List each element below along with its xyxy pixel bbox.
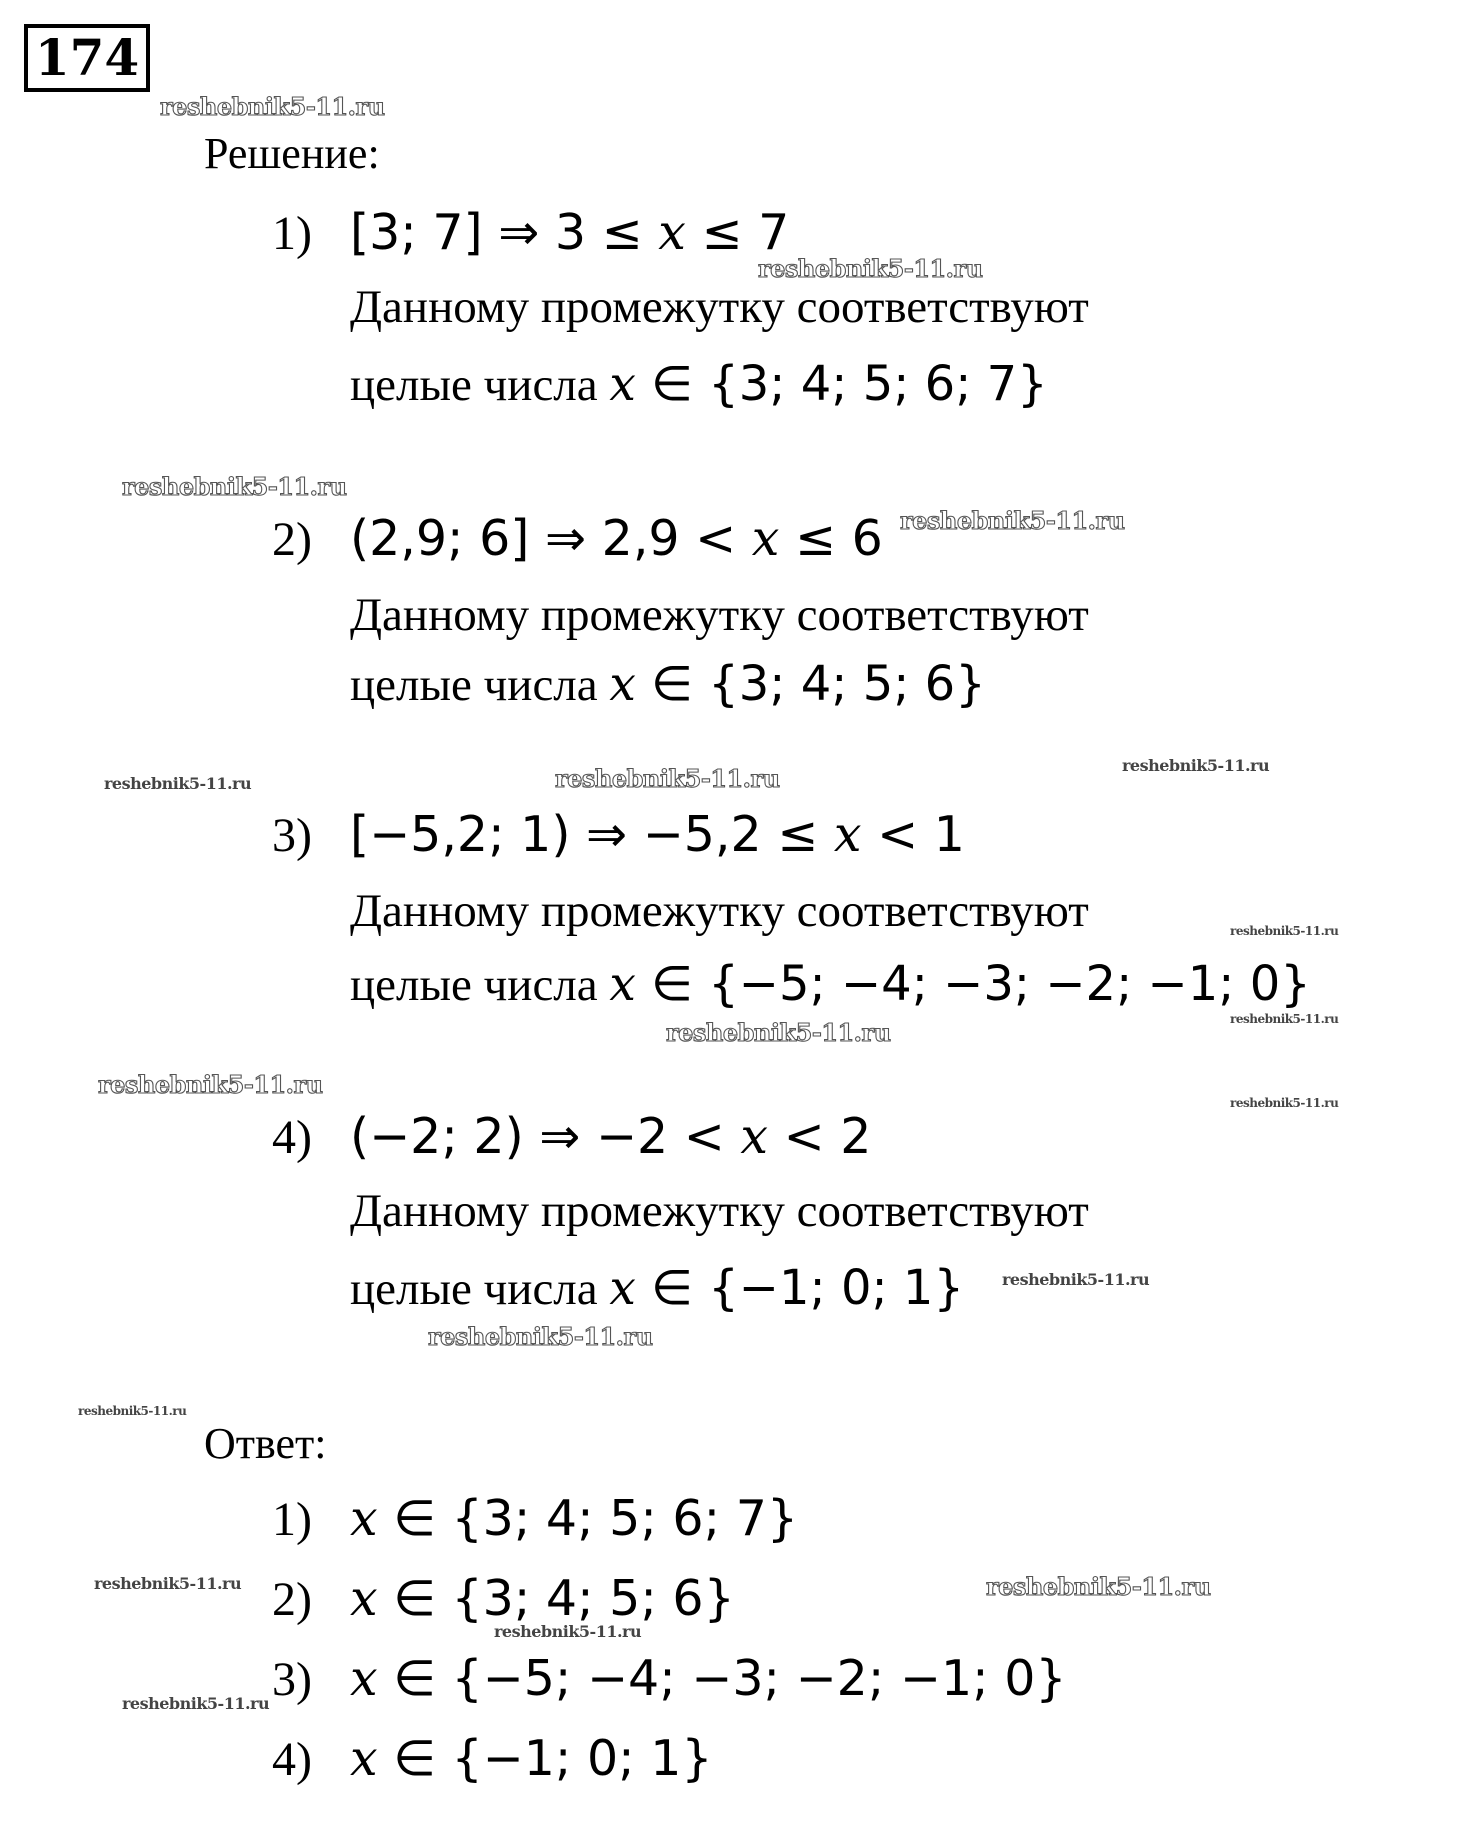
item-4-text: Данному промежутку соответствуют: [350, 1185, 1089, 1237]
watermark: reshebnik5-11.ru: [1002, 1270, 1150, 1289]
watermark: reshebnik5-11.ru: [428, 1322, 653, 1351]
item-1-text: Данному промежутку соответствуют: [350, 281, 1089, 333]
watermark: reshebnik5-11.ru: [160, 92, 385, 121]
item-1-number: 1): [272, 207, 312, 260]
answer-4-number: 4): [272, 1733, 312, 1786]
answer-3-number: 3): [272, 1653, 312, 1706]
answer-3: x ∈ {−5; −4; −3; −2; −1; 0}: [350, 1650, 1067, 1707]
watermark: reshebnik5-11.ru: [758, 254, 983, 283]
answer-1: x ∈ {3; 4; 5; 6; 7}: [350, 1490, 799, 1547]
watermark: reshebnik5-11.ru: [104, 774, 252, 793]
watermark: reshebnik5-11.ru: [1230, 1012, 1339, 1026]
watermark: reshebnik5-11.ru: [78, 1404, 187, 1418]
item-3-set: целые числа x ∈ {−5; −4; −3; −2; −1; 0}: [350, 956, 1311, 1012]
watermark: reshebnik5-11.ru: [900, 506, 1125, 535]
item-3-number: 3): [272, 809, 312, 862]
item-2-number: 2): [272, 513, 312, 566]
answer-1-number: 1): [272, 1493, 312, 1546]
task-number: 174: [24, 24, 150, 92]
item-1-set: целые числа x ∈ {3; 4; 5; 6; 7}: [350, 356, 1048, 412]
watermark: reshebnik5-11.ru: [98, 1070, 323, 1099]
answer-2-number: 2): [272, 1573, 312, 1626]
item-2-inequality: (2,9; 6] ⇒ 2,9 < x ≤ 6: [350, 510, 883, 567]
watermark: reshebnik5-11.ru: [122, 472, 347, 501]
solution-heading: Решение:: [204, 129, 380, 178]
watermark: reshebnik5-11.ru: [494, 1622, 642, 1641]
watermark: reshebnik5-11.ru: [986, 1572, 1211, 1601]
watermark: reshebnik5-11.ru: [1122, 756, 1270, 775]
watermark: reshebnik5-11.ru: [1230, 924, 1339, 938]
item-4-set: целые числа x ∈ {−1; 0; 1}: [350, 1260, 964, 1316]
answer-4: x ∈ {−1; 0; 1}: [350, 1730, 713, 1787]
item-3-inequality: [−5,2; 1) ⇒ −5,2 ≤ x < 1: [350, 806, 965, 863]
watermark: reshebnik5-11.ru: [94, 1574, 242, 1593]
item-1-inequality: [3; 7] ⇒ 3 ≤ x ≤ 7: [350, 204, 790, 261]
answer-2: x ∈ {3; 4; 5; 6}: [350, 1570, 735, 1627]
item-4-inequality: (−2; 2) ⇒ −2 < x < 2: [350, 1108, 872, 1165]
watermark: reshebnik5-11.ru: [1230, 1096, 1339, 1110]
item-2-set: целые числа x ∈ {3; 4; 5; 6}: [350, 656, 986, 712]
watermark: reshebnik5-11.ru: [666, 1018, 891, 1047]
answer-heading: Ответ:: [204, 1419, 327, 1468]
watermark: reshebnik5-11.ru: [122, 1694, 270, 1713]
item-2-text: Данному промежутку соответствуют: [350, 589, 1089, 641]
item-4-number: 4): [272, 1111, 312, 1164]
item-3-text: Данному промежутку соответствуют: [350, 885, 1089, 937]
watermark: reshebnik5-11.ru: [555, 764, 780, 793]
